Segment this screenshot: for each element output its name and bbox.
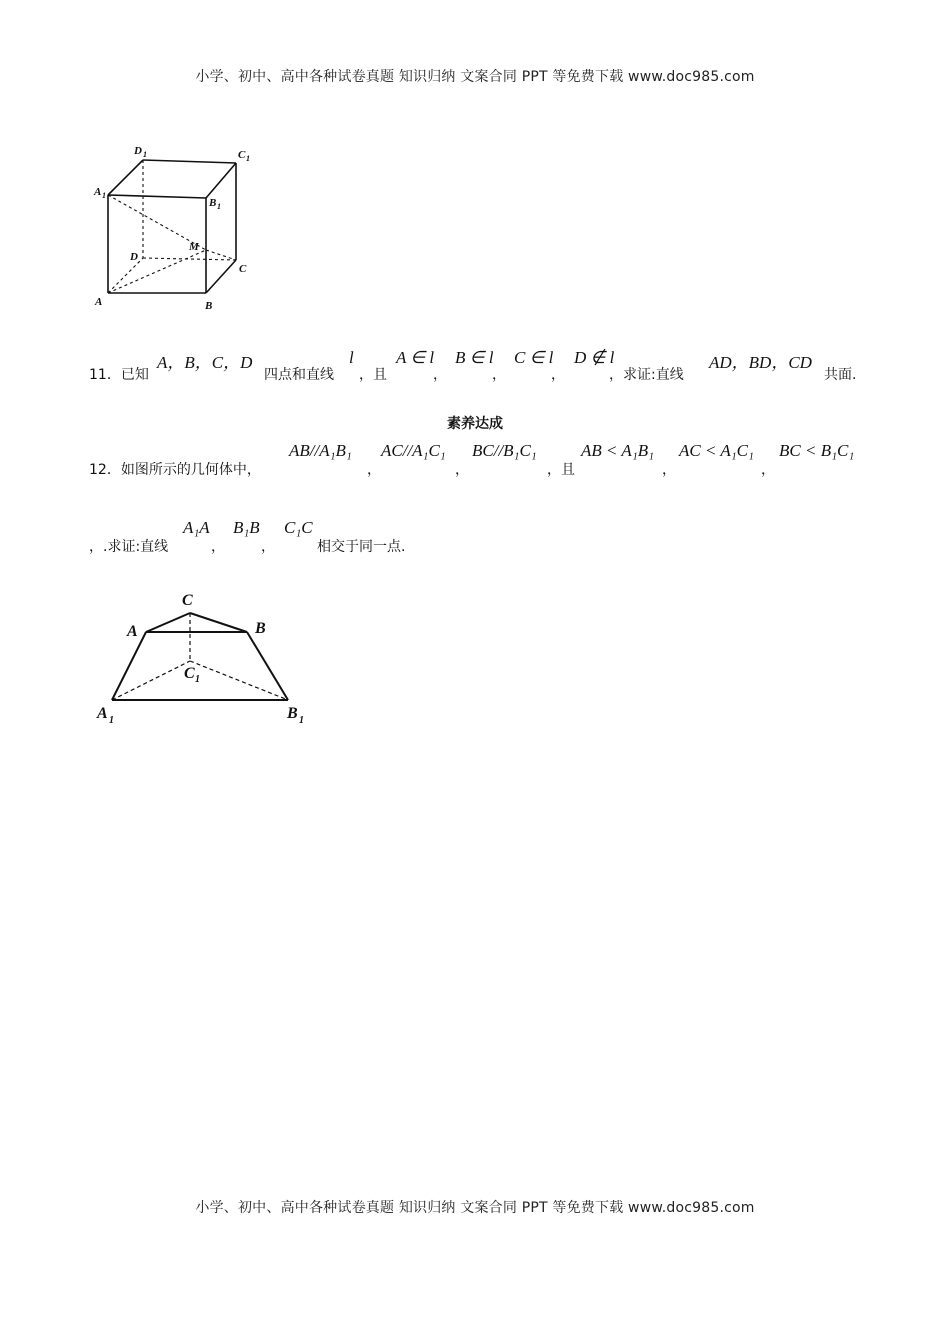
- q12-ineq-1: AB < A₁B₁: [581, 441, 655, 460]
- q12-line-b1b: B₁B: [233, 518, 260, 537]
- q11-comma-2: ，: [492, 367, 506, 383]
- q11-cond-1: A ∈ l: [396, 348, 435, 367]
- label-b1: B: [287, 705, 298, 722]
- label-b1-sub: 1: [299, 715, 304, 726]
- q12-line-c1c: C₁C: [284, 518, 313, 537]
- question-12-line-2: [89, 518, 869, 555]
- label-d1: D: [134, 145, 142, 157]
- label-c1: C: [184, 665, 195, 682]
- q12-comma-3: ，: [662, 462, 676, 478]
- label-c: C: [239, 263, 247, 275]
- section-title: 素养达成: [447, 416, 503, 432]
- q11-number: 11．已知: [89, 367, 149, 383]
- label-a1: A: [97, 705, 108, 722]
- q11-text-4: 共面.: [824, 367, 857, 383]
- question-11: [89, 348, 869, 386]
- q11-text-2: ，且: [359, 367, 387, 383]
- label-c1: C: [238, 149, 246, 161]
- label-a1-sub: 1: [102, 191, 106, 200]
- question-12: [89, 441, 869, 478]
- q11-points: A，B，C，D: [157, 353, 253, 372]
- label-a1-sub: 1: [109, 715, 114, 726]
- q12-number: 12．如图所示的几何体中，: [89, 462, 261, 478]
- label-b1-sub: 1: [217, 202, 221, 211]
- label-b: B: [255, 620, 266, 637]
- q12-text-end: 相交于同一点.: [317, 539, 406, 555]
- q12-comma-1: ，: [367, 462, 381, 478]
- q11-cond-2: B ∈ l: [455, 348, 494, 367]
- page-header: 小学、初中、高中各种试卷真题 知识归纳 文案合同 PPT 等免费下载 www.doc985.com: [195, 69, 755, 85]
- q12-parallel-2: AC//A₁C₁: [381, 441, 446, 460]
- label-c1-sub: 1: [195, 674, 200, 685]
- label-c: C: [182, 592, 193, 609]
- label-d: D: [130, 251, 138, 263]
- q12-line-a1a: A₁A: [183, 518, 210, 537]
- q12-ineq-2: AC < A₁C₁: [679, 441, 754, 460]
- q12-comma-4: ，: [761, 462, 775, 478]
- q11-line-l: l: [349, 348, 354, 367]
- q12-comma-5: ，: [211, 539, 225, 555]
- q12-and: ，且: [547, 462, 575, 478]
- cube-figure: [88, 140, 268, 320]
- label-b: B: [205, 300, 213, 312]
- q12-ineq-3: BC < B₁C₁: [779, 441, 855, 460]
- label-d1-sub: 1: [143, 150, 147, 159]
- label-a: A: [95, 296, 103, 308]
- label-c1-sub: 1: [246, 154, 250, 163]
- q11-text-1: 四点和直线: [264, 367, 334, 383]
- q11-lines: AD，BD，CD: [709, 353, 812, 372]
- q12-text-start: ，.求证:直线: [89, 539, 169, 555]
- page-footer: 小学、初中、高中各种试卷真题 知识归纳 文案合同 PPT 等免费下载 www.doc985.com: [195, 1200, 755, 1216]
- q12-comma-6: ，: [261, 539, 275, 555]
- label-b1: B: [209, 197, 217, 209]
- q11-cond-4: D ∉ l: [574, 348, 615, 367]
- label-m: M: [189, 241, 199, 253]
- q11-comma-1: ，: [433, 367, 447, 383]
- q11-comma-3: ，: [551, 367, 565, 383]
- q12-comma-2: ，: [455, 462, 469, 478]
- label-a: A: [127, 623, 138, 640]
- q12-parallel-1: AB//A₁B₁: [289, 441, 352, 460]
- q12-parallel-3: BC//B₁C₁: [472, 441, 537, 460]
- q11-cond-3: C ∈ l: [514, 348, 554, 367]
- label-a1: A: [94, 186, 102, 198]
- frustum-figure: [94, 586, 324, 736]
- q11-text-3: ，求证:直线: [609, 367, 684, 383]
